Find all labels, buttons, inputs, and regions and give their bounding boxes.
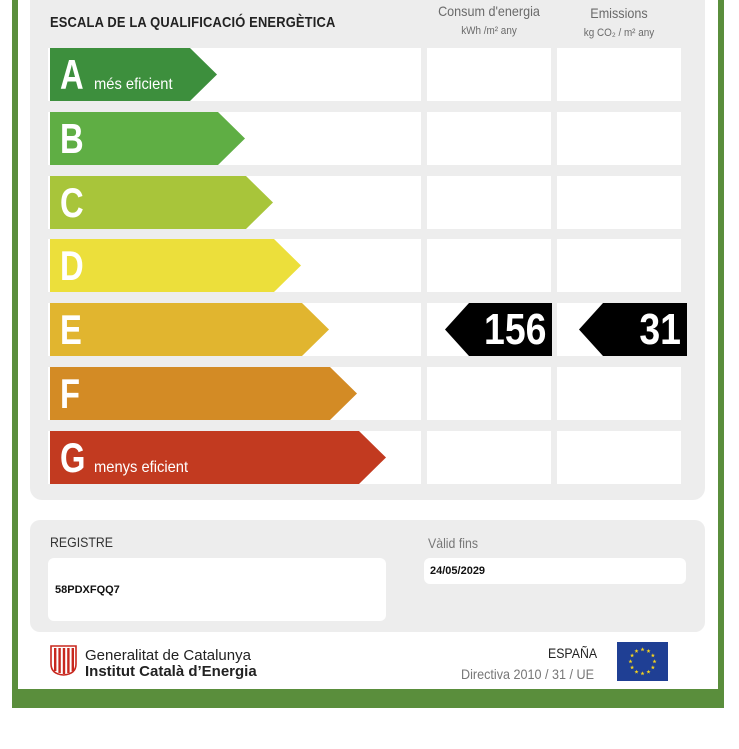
class-letter: F (60, 370, 81, 417)
emissions-unit: kg CO₂ / m² any (583, 27, 655, 39)
class-letter: G (60, 434, 86, 481)
emissions-cell (557, 48, 681, 101)
class-arrow-e (50, 303, 329, 356)
consumption-cell (427, 239, 551, 292)
emissions-rating-value-box (579, 303, 687, 356)
consumption-unit: kWh /m² any (461, 25, 517, 37)
emissions-cell (557, 367, 681, 420)
class-letter: A (60, 51, 84, 98)
consumption-title: Consum d'energia (438, 3, 540, 19)
class-arrow-c (50, 176, 273, 229)
consumption-cell (427, 176, 551, 229)
emissions-rating-value: 31 (639, 305, 681, 354)
eu-flag-icon (617, 642, 668, 681)
emissions-column-header (557, 5, 681, 39)
scale-title: ESCALA DE LA QUALIFICACIÓ ENERGÈTICA (50, 14, 336, 31)
country-label: ESPAÑA (548, 645, 598, 661)
institute-name: Institut Català d’Energia (85, 663, 257, 680)
class-letter: D (60, 242, 84, 289)
validity-label: Vàlid fins (428, 535, 478, 551)
generalitat-seal-icon (50, 645, 77, 676)
consumption-cell (427, 431, 551, 484)
emissions-cell (557, 112, 681, 165)
consumption-cell (427, 48, 551, 101)
class-letter: C (60, 179, 84, 226)
class-arrow-b (50, 112, 245, 165)
consumption-rating-value: 156 (483, 305, 546, 354)
consumption-column-header (427, 3, 551, 37)
class-arrow-d (50, 239, 301, 292)
emissions-cell (557, 239, 681, 292)
consumption-rating-value-box (445, 303, 552, 356)
class-letter: B (60, 115, 84, 162)
validity-value: 24/05/2029 (430, 565, 486, 577)
emissions-cell (557, 176, 681, 229)
class-description: més eficient (94, 76, 173, 93)
registry-label: REGISTRE (50, 534, 113, 550)
class-arrow-a (50, 48, 217, 101)
registry-value: 58PDXFQQ7 (55, 584, 120, 596)
class-description: menys eficient (94, 459, 189, 476)
emissions-title: Emissions (590, 5, 648, 21)
class-letter: E (60, 306, 82, 353)
emissions-cell (557, 431, 681, 484)
organization-name: Generalitat de Catalunya (85, 647, 251, 664)
directive-label: Directiva 2010 / 31 / UE (461, 666, 595, 682)
class-arrow-f (50, 367, 357, 420)
consumption-cell (427, 367, 551, 420)
consumption-cell (427, 112, 551, 165)
class-arrow-g (50, 431, 386, 484)
